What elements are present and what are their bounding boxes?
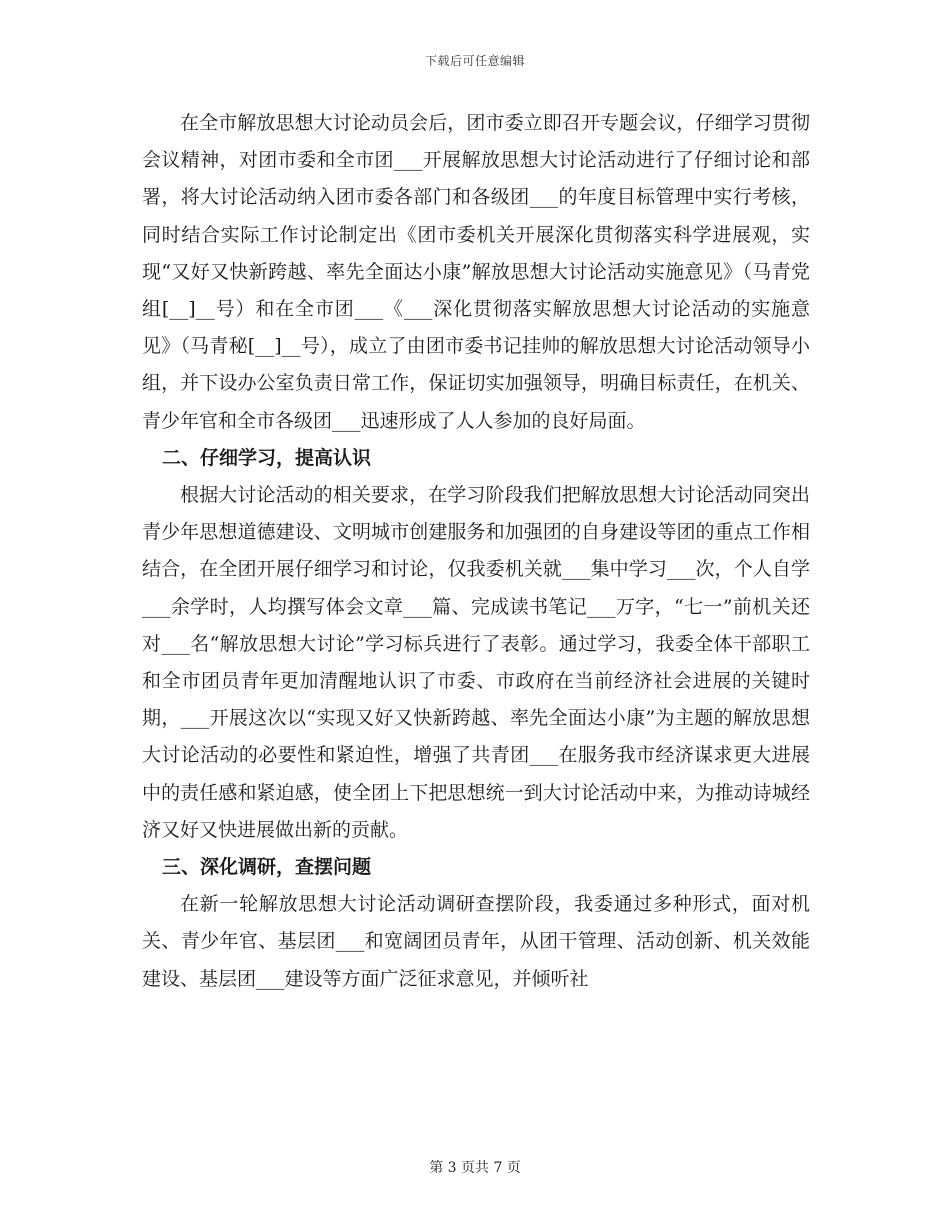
body-paragraph-3: 在新一轮解放思想大讨论活动调研查摆阶段，我委通过多种形式，面对机关、青少年官、基层团___和宽阔团员青年，从团干管理、活动创新、机关效能建设、基层团___建设等方面广泛征求意见，并倾听社	[142, 893, 810, 990]
page-footer: 第 3 页共 7 页	[429, 1160, 521, 1176]
document-body	[142, 105, 810, 998]
section-heading-3: 三、深化调研，查摆问题	[161, 856, 371, 879]
body-paragraph-2: 根据大讨论活动的相关要求，在学习阶段我们把解放思想大讨论活动同突出青少年思想道德建设、文明城市创建服务和加强团的自身建设等团的重点工作相结合，在全团开展仔细学习和讨论，仅我委机关就___集中学习___次，个人自学___余学时，人均撰写体会文章___篇、完成读书笔记___万字，“七一”前机关还对___名“解放思想大讨论”学习标兵进行了表彰。通过学习，我委全体干部职工和全市团员青年更加清醒地认识了市委、市政府在当前经济社会进展的关键时期，___开展这次以“实现又好又快新跨越、率先全面达小康”为主题的解放思想大讨论活动的必要性和紧迫性，增强了共青团___在服务我市经济谋求更大进展中的责任感和紧迫感，使全团上下把思想统一到大讨论活动中来，为推动诗城经济又好又快进展做出新的贡献。	[142, 484, 810, 841]
section-heading-2: 二、仔细学习，提高认识	[161, 446, 371, 469]
page-header: 下载后可任意编辑	[424, 54, 525, 68]
body-paragraph-1: 在全市解放思想大讨论动员会后，团市委立即召开专题会议，仔细学习贯彻会议精神，对团市委和全市团___开展解放思想大讨论活动进行了仔细讨论和部署，将大讨论活动纳入团市委各部门和各级团___的年度目标管理中实行考核，同时结合实际工作讨论制定出《团市委机关开展深化贯彻落实科学进展观，实现“又好又快新跨越、率先全面达小康”解放思想大讨论活动实施意见》（马青党组[__]__号）和在全市团___《___深化贯彻落实解放思想大讨论活动的实施意见》（马青秘[__]__号），成立了由团市委书记挂帅的解放思想大讨论活动领导小组，并下设办公室负责日常工作，保证切实加强领导，明确目标责任，在机关、青少年官和全市各级团___迅速形成了人人参加的良好局面。	[142, 112, 810, 432]
